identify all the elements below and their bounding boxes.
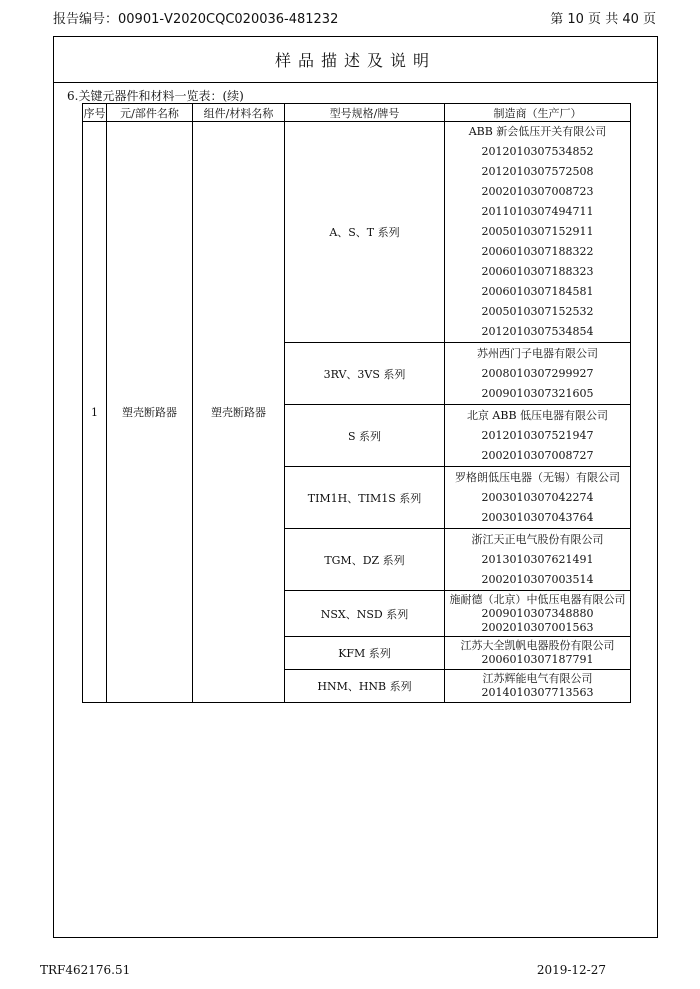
col-header-material: 组件/材料名称 <box>193 104 285 122</box>
certificate-number: 2006010307184581 <box>481 285 594 298</box>
page-title: 样品描述及说明 <box>54 37 657 83</box>
certificate-number: 2005010307152911 <box>481 225 594 238</box>
certificate-number: 2003010307042274 <box>481 490 594 504</box>
certificate-number: 2012010307534854 <box>481 325 594 338</box>
table-row <box>83 122 631 343</box>
cell-model: KFM 系列 <box>285 637 445 670</box>
certificate-number: 2008010307299927 <box>481 366 594 380</box>
manufacturer-name: 罗格朗低压电器（无锡）有限公司 <box>455 470 620 484</box>
col-header-model: 型号规格/牌号 <box>285 104 445 122</box>
cell-model: S 系列 <box>285 405 445 467</box>
manufacturer-name: ABB 新会低压开关有限公司 <box>468 125 607 138</box>
certificate-number: 2002010307003514 <box>481 572 594 586</box>
cell-manufacturer <box>445 467 631 529</box>
certificate-number: 2011010307494711 <box>481 205 594 218</box>
report-number: 报告编号：00901-V2020CQC020036-481232 <box>53 12 339 27</box>
certificate-number: 2003010307043764 <box>481 510 594 524</box>
certificate-number: 2006010307188323 <box>481 265 594 278</box>
certificate-number: 2012010307572508 <box>481 165 594 178</box>
components-table <box>82 103 631 703</box>
manufacturer-name: 浙江天正电气股份有限公司 <box>471 532 604 546</box>
col-header-part: 元/部件名称 <box>107 104 193 122</box>
certificate-number: 2005010307152532 <box>481 305 594 318</box>
certificate-number: 2002010307008727 <box>481 448 594 462</box>
cell-manufacturer <box>445 405 631 467</box>
cell-model: A、S、T 系列 <box>285 122 445 343</box>
cell-model: NSX、NSD 系列 <box>285 591 445 637</box>
certificate-number: 2006010307188322 <box>481 245 594 258</box>
col-header-manufacturer: 制造商（生产厂） <box>445 104 631 122</box>
cell-model: 3RV、3VS 系列 <box>285 343 445 405</box>
certificate-number: 2014010307713563 <box>481 686 594 699</box>
cell-no: 1 <box>83 122 107 703</box>
document-date: 2019-12-27 <box>536 963 606 977</box>
certificate-number: 2012010307521947 <box>481 428 594 442</box>
manufacturer-name: 施耐德（北京）中低压电器有限公司 <box>449 592 626 606</box>
cell-model: HNM、HNB 系列 <box>285 670 445 703</box>
certificate-number: 2009010307321605 <box>481 386 594 400</box>
manufacturer-name: 北京 ABB 低压电器有限公司 <box>466 408 609 422</box>
manufacturer-name: 苏州西门子电器有限公司 <box>477 346 598 360</box>
certificate-number: 2012010307534852 <box>481 145 594 158</box>
table-header-row <box>83 104 631 122</box>
page-indicator: 第 10 页 共 40 页 <box>550 12 656 27</box>
certificate-number: 2002010307001563 <box>481 620 594 634</box>
certificate-number: 2006010307187791 <box>481 653 594 666</box>
report-frame <box>53 36 658 938</box>
section-title: 6.关键元器件和材料一览表：(续) <box>67 89 244 103</box>
col-header-no: 序号 <box>83 104 107 122</box>
cell-manufacturer <box>445 670 631 703</box>
certificate-number: 2013010307621491 <box>481 552 594 566</box>
cell-manufacturer <box>445 637 631 670</box>
cell-manufacturer <box>445 591 631 637</box>
cell-manufacturer <box>445 529 631 591</box>
form-number: TRF462176.51 <box>40 963 131 977</box>
certificate-number: 2002010307008723 <box>481 185 594 198</box>
cell-material-name: 塑壳断路器 <box>193 122 285 703</box>
cell-model: TGM、DZ 系列 <box>285 529 445 591</box>
cell-part-name: 塑壳断路器 <box>107 122 193 703</box>
manufacturer-name: 江苏辉能电气有限公司 <box>482 672 593 685</box>
cell-manufacturer <box>445 343 631 405</box>
cell-manufacturer <box>445 122 631 343</box>
cell-model: TIM1H、TIM1S 系列 <box>285 467 445 529</box>
certificate-number: 2009010307348880 <box>481 606 594 620</box>
manufacturer-name: 江苏大全凯帆电器股份有限公司 <box>460 639 615 652</box>
